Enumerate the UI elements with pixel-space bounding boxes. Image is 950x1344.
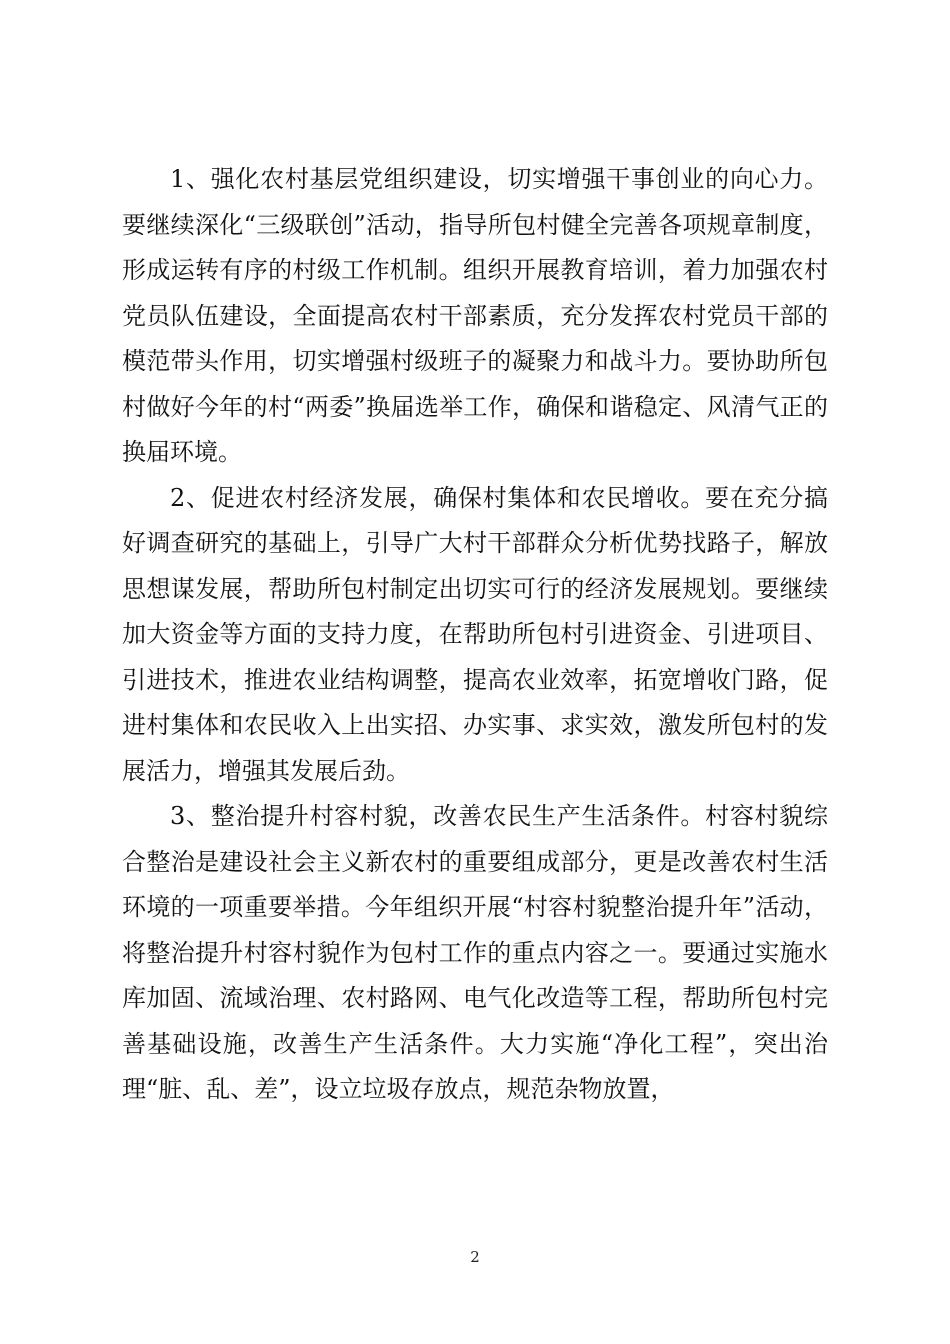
paragraph-3-heading: 3、整治提升村容村貌，改善农民生产生活条件。 [170, 802, 706, 830]
paragraph-2-heading: 2、促进农村经济发展，确保村集体和农民增收。 [170, 483, 706, 512]
paragraph-3 [122, 794, 828, 1113]
paragraph-2-body: 要在充分搞好调查研究的基础上，引导广大村干部群众分析优势找路子，解放思想谋发展，帮助所包村制定出切实可行的经济发展规划。要继续加大资金等方面的支持力度，在帮助所包村引进资金、引进项目、引进技术，推进农业结构调整，提高农业效率，拓宽增收门路，促进村集体和农民收入上出实招、办实事、求实效，激发所包村的发展活力，增强其发展后劲。 [122, 483, 828, 785]
paragraph-1 [122, 157, 828, 476]
paragraph-3-body: 村容村貌综合整治是建设社会主义新农村的重要组成部分，更是改善农村生活环境的一项重要举措。今年组织开展“村容村貌整治提升年”活动，将整治提升村容村貌作为包村工作的重点内容之一。要通过实施水库加固、流域治理、农村路网、电气化改造等工程，帮助所包村完善基础设施，改善生产生活条件。大力实施“净化工程”，突出治理“脏、乱、差”，设立垃圾存放点，规范杂物放置， [122, 802, 828, 1103]
document-body [122, 157, 828, 1113]
paragraph-1-body: 要继续深化“三级联创”活动，指导所包村健全完善各项规章制度，形成运转有序的村级工作机制。组织开展教育培训，着力加强农村党员队伍建设，全面提高农村干部素质，充分发挥农村党员干部的模范带头作用，切实增强村级班子的凝聚力和战斗力。要协助所包村做好今年的村“两委”换届选举工作，确保和谐稳定、风清气正的换届环境。 [122, 210, 828, 466]
page-number: 2 [470, 1248, 480, 1266]
paragraph-2 [122, 476, 828, 795]
paragraph-1-heading: 1、强化农村基层党组织建设，切实增强干事创业的向心力。 [170, 165, 828, 193]
